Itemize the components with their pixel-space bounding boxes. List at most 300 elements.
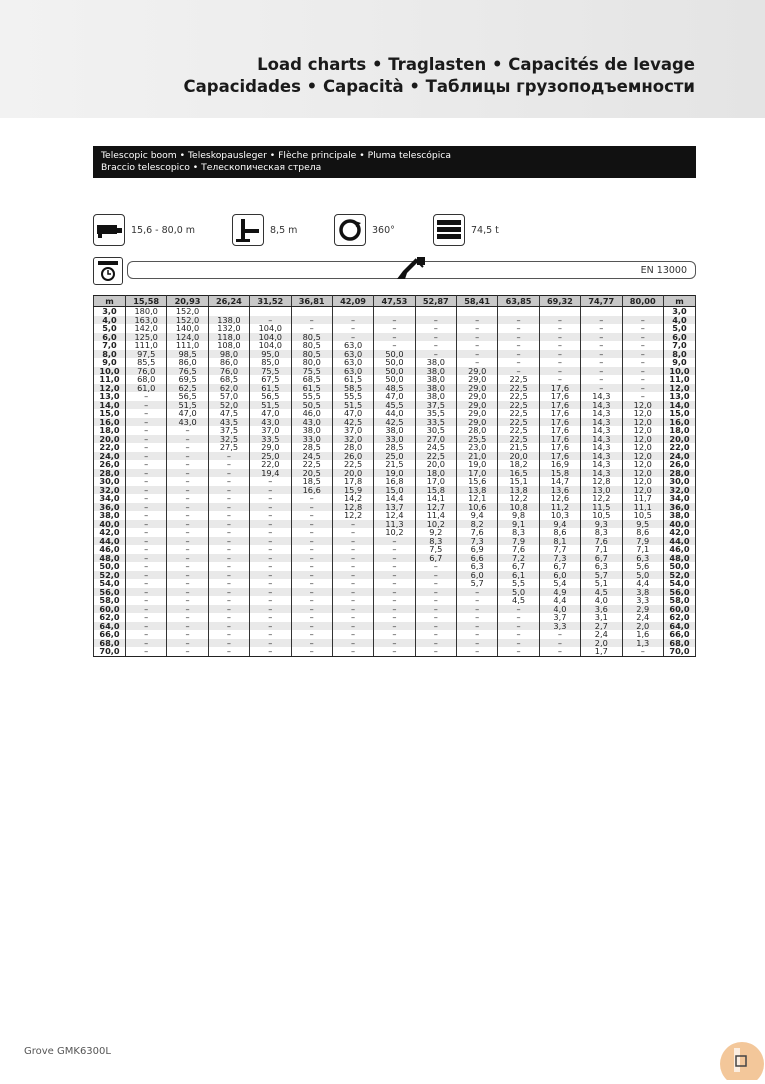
load-cell: 17,6 xyxy=(539,418,580,427)
load-cell xyxy=(374,307,415,316)
load-cell: 29,0 xyxy=(457,392,498,401)
radius-cell: 15,0 xyxy=(94,409,126,418)
load-cell: 21,5 xyxy=(498,443,539,452)
table-row xyxy=(94,460,696,469)
load-cell: – xyxy=(250,571,291,580)
table-row xyxy=(94,324,696,333)
boom-length-header: 52,87 xyxy=(415,296,456,307)
load-cell: – xyxy=(250,528,291,537)
load-cell: 29,0 xyxy=(457,409,498,418)
load-cell: 43,0 xyxy=(250,418,291,427)
load-cell: 10,8 xyxy=(498,503,539,512)
load-cell: 28,5 xyxy=(291,443,332,452)
load-cell: – xyxy=(250,562,291,571)
load-cell: – xyxy=(167,571,208,580)
load-cell: 11,5 xyxy=(581,503,622,512)
table-row xyxy=(94,350,696,359)
load-cell: 22,5 xyxy=(498,401,539,410)
load-cell xyxy=(250,307,291,316)
load-cell: – xyxy=(332,571,373,580)
radius-cell: 28,0 xyxy=(94,469,126,478)
load-cell: 76,0 xyxy=(208,367,249,376)
radius-cell: 58,0 xyxy=(94,596,126,605)
boom-length-header: 74,77 xyxy=(581,296,622,307)
load-cell: – xyxy=(332,537,373,546)
load-cell: 9,5 xyxy=(622,520,664,529)
load-cell: – xyxy=(167,486,208,495)
load-cell: – xyxy=(167,545,208,554)
load-cell: 13,7 xyxy=(374,503,415,512)
load-cell: 29,0 xyxy=(457,375,498,384)
load-cell: 104,0 xyxy=(250,324,291,333)
load-cell: 111,0 xyxy=(126,341,167,350)
load-cell: – xyxy=(126,630,167,639)
table-row xyxy=(94,647,696,656)
load-cell: 22,5 xyxy=(498,409,539,418)
load-cell xyxy=(581,307,622,316)
load-cell: 38,0 xyxy=(374,426,415,435)
load-cell: 7,3 xyxy=(539,554,580,563)
load-cell: – xyxy=(250,477,291,486)
load-cell: 47,0 xyxy=(332,409,373,418)
load-cell: 43,0 xyxy=(167,418,208,427)
load-cell: 62,5 xyxy=(167,384,208,393)
load-cell: – xyxy=(167,613,208,622)
load-cell: 125,0 xyxy=(126,333,167,342)
table-row xyxy=(94,341,696,350)
load-cell: 38,0 xyxy=(415,375,456,384)
load-cell: – xyxy=(291,537,332,546)
table-row xyxy=(94,605,696,614)
load-cell: – xyxy=(539,341,580,350)
radius-cell: 38,0 xyxy=(664,511,696,520)
radius-cell: 44,0 xyxy=(664,537,696,546)
load-cell: – xyxy=(126,554,167,563)
load-cell: 15,6 xyxy=(457,477,498,486)
load-cell: – xyxy=(126,528,167,537)
standard-label: EN 13000 xyxy=(640,265,687,276)
load-cell: – xyxy=(208,596,249,605)
load-cell: 12,0 xyxy=(622,452,664,461)
load-cell: 14,3 xyxy=(581,443,622,452)
load-cell: – xyxy=(291,622,332,631)
load-cell: – xyxy=(126,545,167,554)
table-row xyxy=(94,622,696,631)
load-cell: – xyxy=(126,647,167,656)
load-cell: 22,5 xyxy=(332,460,373,469)
load-cell: – xyxy=(332,316,373,325)
boom-length-header: 26,24 xyxy=(208,296,249,307)
load-cell: 16,6 xyxy=(291,486,332,495)
load-cell: – xyxy=(539,333,580,342)
boom-length-header: 47,53 xyxy=(374,296,415,307)
radius-cell: 6,0 xyxy=(94,333,126,342)
table-row xyxy=(94,316,696,325)
load-cell: – xyxy=(167,588,208,597)
load-cell: 27,5 xyxy=(208,443,249,452)
load-cell: – xyxy=(126,392,167,401)
load-cell: – xyxy=(374,333,415,342)
load-cell: 3,7 xyxy=(539,613,580,622)
load-cell: – xyxy=(208,486,249,495)
load-cell: – xyxy=(167,435,208,444)
load-cell: 37,0 xyxy=(332,426,373,435)
load-cell: – xyxy=(332,639,373,648)
load-cell: 18,0 xyxy=(415,469,456,478)
table-row xyxy=(94,418,696,427)
load-cell: 24,5 xyxy=(291,452,332,461)
load-cell: 6,1 xyxy=(498,571,539,580)
load-cell: – xyxy=(332,605,373,614)
load-cell: – xyxy=(167,460,208,469)
radius-cell: 4,0 xyxy=(94,316,126,325)
load-cell: – xyxy=(291,520,332,529)
load-cell: – xyxy=(126,443,167,452)
load-cell: 2,0 xyxy=(622,622,664,631)
load-cell: – xyxy=(126,562,167,571)
load-cell: – xyxy=(250,537,291,546)
table-row xyxy=(94,630,696,639)
load-cell: 42,5 xyxy=(332,418,373,427)
load-cell: 16,9 xyxy=(539,460,580,469)
load-cell: 140,0 xyxy=(167,324,208,333)
load-cell: – xyxy=(415,333,456,342)
load-cell: 28,5 xyxy=(374,443,415,452)
load-cell: 6,7 xyxy=(415,554,456,563)
load-cell: 3,3 xyxy=(622,596,664,605)
radius-cell: 22,0 xyxy=(94,443,126,452)
load-cell: 75,5 xyxy=(291,367,332,376)
counterweight-icon xyxy=(433,214,465,246)
load-cell: – xyxy=(126,571,167,580)
load-cell: 22,5 xyxy=(415,452,456,461)
load-cell: 104,0 xyxy=(250,341,291,350)
load-cell: 86,0 xyxy=(167,358,208,367)
load-cell: – xyxy=(622,392,664,401)
load-cell: – xyxy=(332,622,373,631)
load-cell: 5,1 xyxy=(581,579,622,588)
load-cell: – xyxy=(167,630,208,639)
load-cell: – xyxy=(498,367,539,376)
load-cell: – xyxy=(415,622,456,631)
load-cell: – xyxy=(332,324,373,333)
table-row xyxy=(94,639,696,648)
radius-cell: 68,0 xyxy=(94,639,126,648)
load-cell: – xyxy=(250,630,291,639)
load-cell: – xyxy=(291,554,332,563)
table-row xyxy=(94,384,696,393)
load-cell: 5,4 xyxy=(539,579,580,588)
load-cell: 6,3 xyxy=(457,562,498,571)
load-cell: – xyxy=(498,613,539,622)
load-cell: 61,5 xyxy=(291,384,332,393)
load-cell: – xyxy=(126,477,167,486)
page-title-line-2: Capacidades • Capacità • Таблицы грузоподъемности xyxy=(183,77,695,96)
load-cell: 37,0 xyxy=(250,426,291,435)
load-cell: – xyxy=(208,520,249,529)
load-cell: – xyxy=(208,562,249,571)
load-cell: 8,3 xyxy=(581,528,622,537)
load-cell: – xyxy=(498,639,539,648)
table-row xyxy=(94,307,696,316)
load-cell: 15,8 xyxy=(539,469,580,478)
load-cell: 56,5 xyxy=(250,392,291,401)
load-cell: 9,3 xyxy=(581,520,622,529)
load-cell: – xyxy=(167,494,208,503)
load-cell: 5,0 xyxy=(622,571,664,580)
load-cell: 85,0 xyxy=(250,358,291,367)
load-cell: – xyxy=(291,579,332,588)
radius-cell: 7,0 xyxy=(94,341,126,350)
load-cell: – xyxy=(332,647,373,656)
radius-cell: 8,0 xyxy=(94,350,126,359)
load-cell: 75,5 xyxy=(250,367,291,376)
load-cell: – xyxy=(374,596,415,605)
load-cell: – xyxy=(581,341,622,350)
radius-cell: 32,0 xyxy=(94,486,126,495)
table-row xyxy=(94,528,696,537)
load-cell: 15,1 xyxy=(498,477,539,486)
load-cell: 80,0 xyxy=(291,358,332,367)
load-cell: – xyxy=(332,562,373,571)
load-cell: 12,4 xyxy=(374,511,415,520)
load-cell: 38,0 xyxy=(415,358,456,367)
load-cell: – xyxy=(208,613,249,622)
load-cell: 12,7 xyxy=(415,503,456,512)
load-cell: 12,6 xyxy=(539,494,580,503)
load-cell: 7,9 xyxy=(622,537,664,546)
load-cell: 20,0 xyxy=(415,460,456,469)
load-cell: – xyxy=(167,579,208,588)
boom-length-header: 69,32 xyxy=(539,296,580,307)
boom-mode-icon xyxy=(93,257,123,285)
load-cell: 58,5 xyxy=(332,384,373,393)
load-cell: 14,7 xyxy=(539,477,580,486)
load-cell: – xyxy=(332,596,373,605)
load-cell: – xyxy=(415,639,456,648)
load-cell: 20,5 xyxy=(291,469,332,478)
table-row xyxy=(94,358,696,367)
load-cell: 8,2 xyxy=(457,520,498,529)
load-cell: – xyxy=(167,622,208,631)
load-cell: 3,3 xyxy=(539,622,580,631)
load-cell: 63,0 xyxy=(332,358,373,367)
load-cell: – xyxy=(415,588,456,597)
table-row xyxy=(94,401,696,410)
radius-cell: 18,0 xyxy=(94,426,126,435)
boom-length-header: 80,00 xyxy=(622,296,664,307)
boom-length-header: 58,41 xyxy=(457,296,498,307)
load-cell: 14,4 xyxy=(374,494,415,503)
load-cell: – xyxy=(415,579,456,588)
load-cell: 12,0 xyxy=(622,460,664,469)
load-cell: – xyxy=(126,460,167,469)
load-cell: – xyxy=(291,494,332,503)
load-cell: – xyxy=(167,426,208,435)
load-cell: 45,5 xyxy=(374,401,415,410)
load-cell: – xyxy=(208,554,249,563)
load-cell: – xyxy=(208,477,249,486)
load-cell: 29,0 xyxy=(457,401,498,410)
load-cell: – xyxy=(332,520,373,529)
load-cell: 35,5 xyxy=(415,409,456,418)
load-cell: – xyxy=(208,622,249,631)
table-row xyxy=(94,579,696,588)
load-cell: – xyxy=(374,554,415,563)
table-header-row xyxy=(94,296,696,307)
load-cell: 7,1 xyxy=(581,545,622,554)
load-cell: 25,5 xyxy=(457,435,498,444)
load-cell: 6,9 xyxy=(457,545,498,554)
load-cell: 138,0 xyxy=(208,316,249,325)
radius-cell: 16,0 xyxy=(94,418,126,427)
table-row xyxy=(94,409,696,418)
load-cell: – xyxy=(291,511,332,520)
load-cell: 22,5 xyxy=(498,375,539,384)
load-cell: – xyxy=(374,613,415,622)
load-cell: 10,6 xyxy=(457,503,498,512)
load-cell: – xyxy=(291,545,332,554)
radius-cell: 36,0 xyxy=(94,503,126,512)
load-cell: – xyxy=(498,647,539,656)
load-cell: 12,0 xyxy=(622,443,664,452)
radius-cell: 13,0 xyxy=(664,392,696,401)
radius-cell: 12,0 xyxy=(664,384,696,393)
radius-cell: 34,0 xyxy=(664,494,696,503)
radius-cell: 30,0 xyxy=(94,477,126,486)
load-cell: – xyxy=(374,639,415,648)
load-cell: 3,1 xyxy=(581,613,622,622)
table-row xyxy=(94,520,696,529)
radius-header: m xyxy=(94,296,126,307)
load-cell: 7,9 xyxy=(498,537,539,546)
load-cell: 6,7 xyxy=(498,562,539,571)
load-cell: 13,6 xyxy=(539,486,580,495)
load-cell: 11,7 xyxy=(622,494,664,503)
load-cell: – xyxy=(167,596,208,605)
load-cell: – xyxy=(291,630,332,639)
boom-length-header: 20,93 xyxy=(167,296,208,307)
radius-cell: 16,0 xyxy=(664,418,696,427)
radius-cell: 50,0 xyxy=(94,562,126,571)
load-cell: 47,0 xyxy=(167,409,208,418)
load-cell: 61,5 xyxy=(250,384,291,393)
radius-cell: 11,0 xyxy=(94,375,126,384)
load-cell: 4,4 xyxy=(622,579,664,588)
load-cell: – xyxy=(208,528,249,537)
load-cell: – xyxy=(167,605,208,614)
table-row xyxy=(94,477,696,486)
table-row xyxy=(94,375,696,384)
load-cell: 97,5 xyxy=(126,350,167,359)
load-cell: – xyxy=(250,554,291,563)
load-cell: 95,0 xyxy=(250,350,291,359)
load-cell: 19,0 xyxy=(457,460,498,469)
load-cell: – xyxy=(498,316,539,325)
load-cell: 61,0 xyxy=(126,384,167,393)
load-cell: 4,0 xyxy=(581,596,622,605)
load-cell: – xyxy=(539,324,580,333)
radius-header: m xyxy=(664,296,696,307)
load-cell: – xyxy=(498,350,539,359)
load-cell: – xyxy=(374,588,415,597)
load-cell: 12,0 xyxy=(622,435,664,444)
load-cell: – xyxy=(539,350,580,359)
load-cell: – xyxy=(250,316,291,325)
load-cell: – xyxy=(374,622,415,631)
load-cell: – xyxy=(126,537,167,546)
load-cell: 12,2 xyxy=(332,511,373,520)
load-cell: 17,6 xyxy=(539,435,580,444)
load-cell: 152,0 xyxy=(167,307,208,316)
load-cell: – xyxy=(539,630,580,639)
load-cell: 14,3 xyxy=(581,426,622,435)
load-cell: 29,0 xyxy=(457,367,498,376)
load-cell: – xyxy=(622,367,664,376)
load-cell: – xyxy=(126,426,167,435)
load-cell: 16,5 xyxy=(498,469,539,478)
load-cell: – xyxy=(374,316,415,325)
load-cell: 22,0 xyxy=(250,460,291,469)
load-cell: 22,5 xyxy=(498,435,539,444)
load-cell: 17,6 xyxy=(539,384,580,393)
load-cell: – xyxy=(622,341,664,350)
radius-cell: 14,0 xyxy=(664,401,696,410)
load-cell: – xyxy=(374,324,415,333)
load-cell: – xyxy=(415,316,456,325)
radius-cell: 12,0 xyxy=(94,384,126,393)
radius-cell: 58,0 xyxy=(664,596,696,605)
load-cell xyxy=(291,307,332,316)
load-cell: – xyxy=(332,333,373,342)
load-cell: – xyxy=(291,613,332,622)
load-cell: – xyxy=(167,639,208,648)
radius-cell: 34,0 xyxy=(94,494,126,503)
load-cell: 12,0 xyxy=(622,409,664,418)
load-cell: – xyxy=(208,571,249,580)
load-cell: 98,5 xyxy=(167,350,208,359)
load-cell: – xyxy=(291,605,332,614)
load-cell: – xyxy=(622,324,664,333)
radius-cell: 70,0 xyxy=(94,647,126,656)
outrigger-icon xyxy=(232,214,264,246)
load-cell: 47,0 xyxy=(250,409,291,418)
radius-cell: 18,0 xyxy=(664,426,696,435)
load-cell: – xyxy=(415,562,456,571)
load-cell: 14,3 xyxy=(581,392,622,401)
load-cell: – xyxy=(126,511,167,520)
load-cell: 85,5 xyxy=(126,358,167,367)
boom-length-header: 36,81 xyxy=(291,296,332,307)
load-cell: 48,5 xyxy=(374,384,415,393)
load-cell: 14,3 xyxy=(581,452,622,461)
table-row xyxy=(94,613,696,622)
load-cell: – xyxy=(126,596,167,605)
load-cell: – xyxy=(208,647,249,656)
load-cell: – xyxy=(374,605,415,614)
load-cell: 4,0 xyxy=(539,605,580,614)
load-cell: – xyxy=(208,494,249,503)
load-cell: 20,0 xyxy=(332,469,373,478)
load-cell: 7,7 xyxy=(539,545,580,554)
load-cell: 76,5 xyxy=(167,367,208,376)
load-cell: – xyxy=(126,639,167,648)
load-cell: 67,5 xyxy=(250,375,291,384)
radius-cell: 40,0 xyxy=(664,520,696,529)
load-cell: 20,0 xyxy=(498,452,539,461)
load-cell: – xyxy=(126,494,167,503)
load-cell: 8,1 xyxy=(539,537,580,546)
